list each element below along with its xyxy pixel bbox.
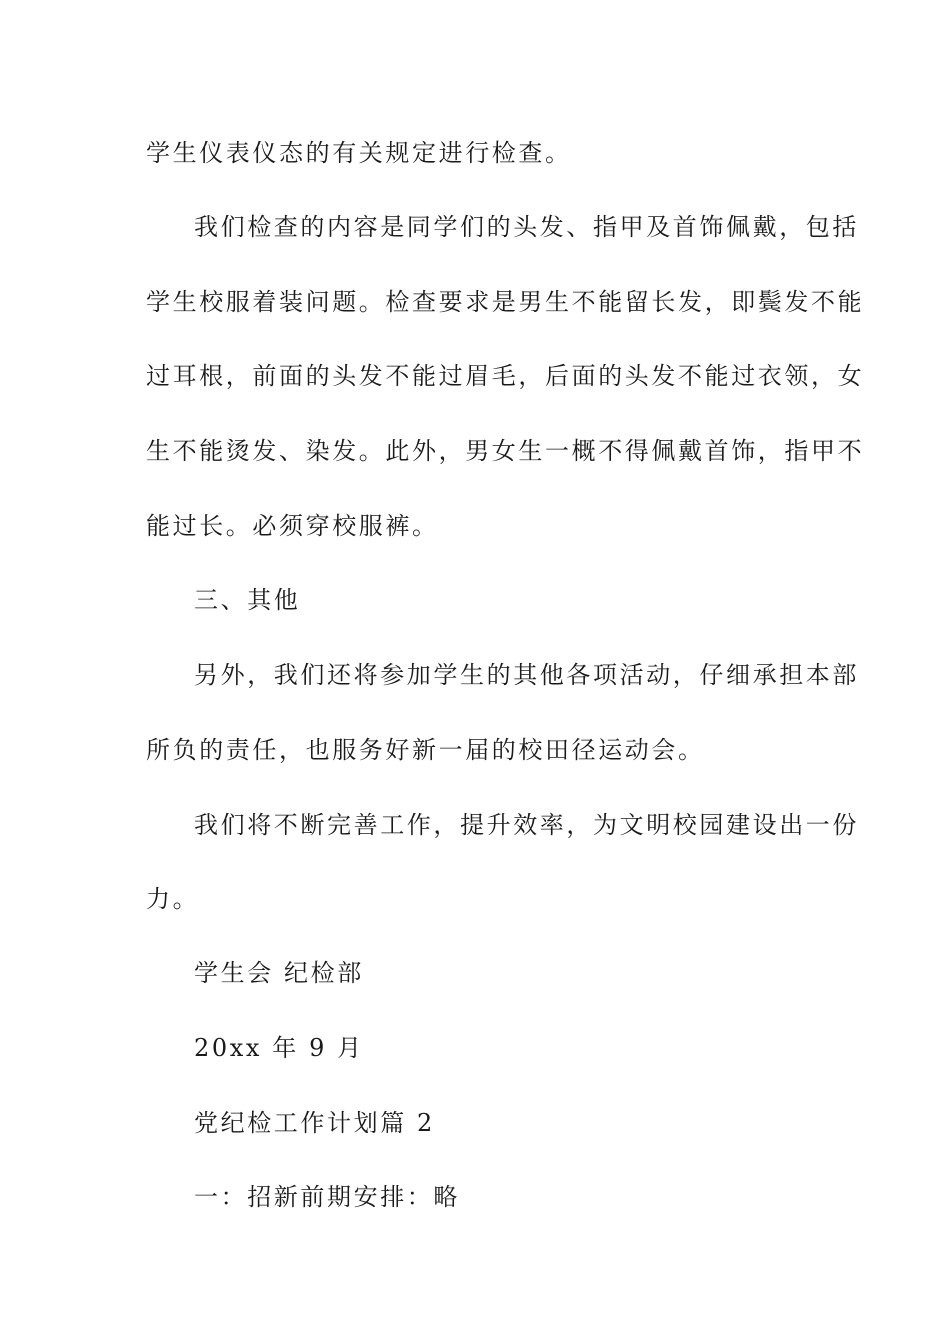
- paragraph-line: 生不能烫发、染发。此外，男女生一概不得佩戴首饰，指甲不: [146, 437, 865, 465]
- section-heading: 三、其他: [194, 586, 301, 614]
- signature-org: 学生会 纪检部: [194, 959, 364, 987]
- signature-date: 20xx 年 9 月: [194, 1034, 364, 1062]
- paragraph-line: 学生仪表仪态的有关规定进行检查。: [146, 139, 572, 167]
- paragraph-line: 所负的责任，也服务好新一届的校田径运动会。: [146, 736, 705, 764]
- paragraph-line: 力。: [146, 885, 200, 913]
- paragraph-line: 我们将不断完善工作，提升效率，为文明校园建设出一份: [194, 811, 859, 839]
- paragraph-line: 过耳根，前面的头发不能过眉毛，后面的头发不能过衣领，女: [146, 362, 865, 390]
- section-heading: 一：招新前期安排：略: [194, 1183, 460, 1211]
- paragraph-line: 能过长。必须穿校服裤。: [146, 512, 439, 540]
- section-title: 党纪检工作计划篇 2: [194, 1109, 435, 1137]
- paragraph-line: 另外，我们还将参加学生的其他各项活动，仔细承担本部: [194, 661, 859, 689]
- paragraph-line: 学生校服着装问题。检查要求是男生不能留长发，即鬓发不能: [146, 288, 865, 316]
- paragraph-line: 我们检查的内容是同学们的头发、指甲及首饰佩戴，包括: [194, 213, 859, 241]
